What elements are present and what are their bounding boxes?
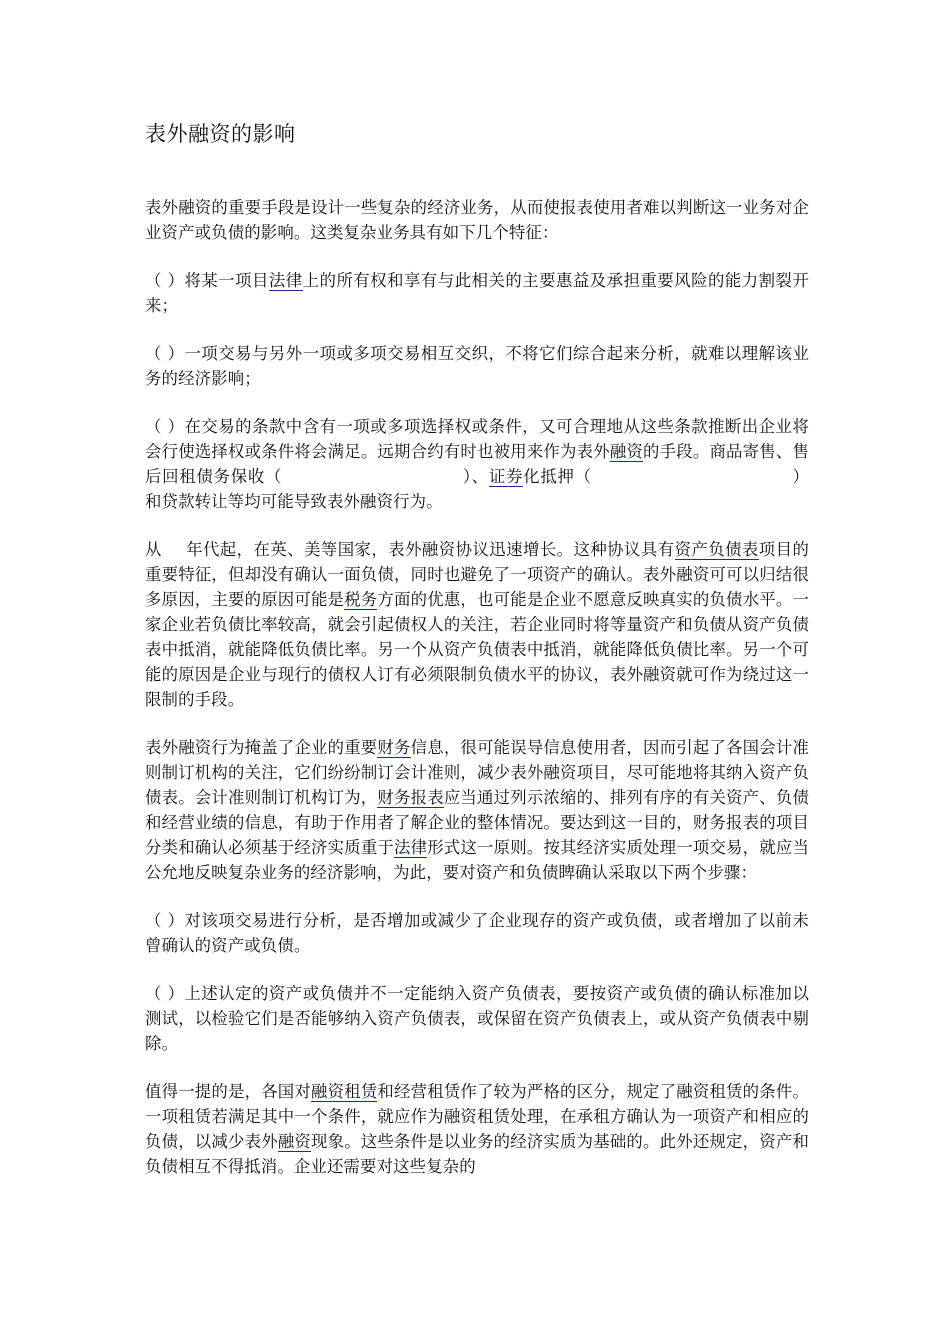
text-run: 从 <box>145 540 162 559</box>
text-run: （ ）将某一项目 <box>145 271 269 290</box>
text-run: （ ）在交易的条款中含有一项或多项选择权或条件，又可合理地从这些条款推断出企业将会行使选择权或条件将会满足。远期合约有时也被用来作为表外 <box>145 417 809 461</box>
text-run: 化抵押（ <box>523 467 592 486</box>
link-law[interactable]: 法律 <box>268 271 303 290</box>
paragraph-intro: 表外融资的重要手段是设计一些复杂的经济业务，从而使报表使用者难以判断这一业务对企业资产或负债的影响。这类复杂业务具有如下几个特征： <box>145 198 809 242</box>
link-balance-sheet[interactable]: 资产负债表 <box>674 540 759 559</box>
text-run: 项目的重要特征，但却没有确认一面负债，同时也避免了一项资产的确认。表外融资可可以归结很多原因，主要的原因可能是 <box>145 540 810 609</box>
link-financing[interactable]: 融资 <box>609 442 644 461</box>
document-page <box>145 118 809 1202</box>
paragraph-growth <box>145 537 809 712</box>
text-run: 上的所有权和享有与此相关的主要惠益及承担重要风险的能力割裂开来； <box>145 271 809 315</box>
text-run: 方面的优惠，也可能是企业不愿意反映真实的负债水平。一家企业若负债比率较高，就会引起债权人的关注，若企业同时将等量资产和负债从资产负债表中抵消，就能降低负债比率。另一个从资产负债表中抵消，就能降低负债比率。另一个可能的原因是企业与现行的债权人订有必须限制负债水平的协议，表外融资就可作为绕过这一限制的手段。 <box>145 590 809 709</box>
paragraph-feature-2: （ ）一项交易与另外一项或多项交易相互交织，不将它们综合起来分析，就难以理解该业务的经济影响； <box>145 344 809 388</box>
text-run: ）和贷款转让等均可能导致表外融资行为。 <box>145 467 809 511</box>
paragraph-feature-1 <box>145 268 809 318</box>
text-run: 和经营租赁作了较为严格的区分，规定了融资租赁的条件。一项租赁若满足其中一个条件，就应作为融资租赁处理，在承租方确认为一项资产和相应的负债，以减少表外 <box>145 1082 809 1151</box>
text-run: 表外融资行为掩盖了企业的重要 <box>145 738 378 757</box>
link-financing[interactable]: 融资 <box>277 1132 312 1151</box>
text-run: ）、 <box>462 467 489 486</box>
link-securities[interactable]: 证券 <box>488 467 524 486</box>
paragraph-step-1: （ ）对该项交易进行分析，是否增加或减少了企业现存的资产或负债，或者增加了以前未曾确认的资产或负债。 <box>145 911 809 955</box>
link-financial-statements[interactable]: 财务报表 <box>377 788 444 807</box>
text-run: 年代起，在英、美等国家，表外融资协议迅速增长。这种协议具有 <box>185 540 675 559</box>
text-run: 值得一提的是，各国对 <box>145 1082 312 1101</box>
link-law[interactable]: 法律 <box>394 838 428 857</box>
paragraph-step-2: （ ）上述认定的资产或负债并不一定能纳入资产负债表，要按资产或负债的确认标准加以测试，以检验它们是否能够纳入资产负债表，或保留在资产负债表上，或从资产负债表中剔除。 <box>145 984 809 1053</box>
link-finance-lease[interactable]: 融资租赁 <box>311 1082 378 1101</box>
text-run: 应当通过列示浓缩的、排列有序的有关资产、负债和经营业绩的信息，有助于作用者了解企业的整体情况。要达到这一目的，财务报表的项目分类和确认必须基于经济实质重于 <box>145 788 809 857</box>
text-run: 现象。这些条件是以业务的经济实质为基础的。此外还规定，资产和负债相互不得抵消。企业还需要对这些复杂的 <box>145 1132 809 1176</box>
document-title: 表外融资的影响 <box>145 122 296 146</box>
paragraph-standards <box>145 735 809 885</box>
text-run: 的手段。商品寄售、售后回租债务保收（ <box>145 442 809 486</box>
text-run: 形式这一原则。按其经济实质处理一项交易，就应当公允地反映复杂业务的经济影响，为此，要对资产和负债睥确认采取以下两个步骤： <box>145 838 809 882</box>
paragraph-feature-3 <box>145 414 809 514</box>
paragraph-leasing <box>145 1079 809 1179</box>
link-finance[interactable]: 财务 <box>377 738 411 757</box>
text-run: 信息，很可能误导信息使用者，因而引起了各国会计准则制订机构的关注，它们纷纷制订会计准则，减少表外融资项目，尽可能地将其纳入资产负债表。会计准则制订机构订为， <box>145 738 809 807</box>
link-tax[interactable]: 税务 <box>344 590 378 609</box>
